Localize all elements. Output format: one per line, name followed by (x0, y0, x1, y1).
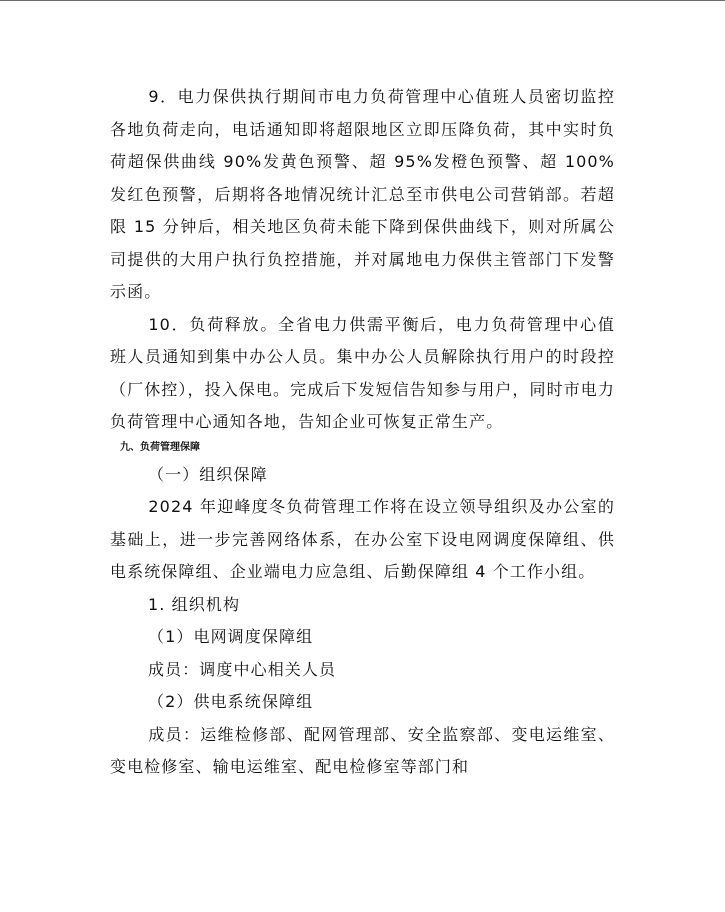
group-2-members: 成员：运维检修部、配网管理部、安全监察部、变电运维室、变电检修室、输电运维室、配电检修室等部门和 (110, 724, 615, 776)
group-1-members: 成员：调度中心相关人员 (148, 659, 337, 679)
paragraph-item-9: 9．电力保供执行期间市电力负荷管理中心值班人员密切监控各地负荷走向，电话通知即将超限地区立即压降负荷，其中实时负荷超保供曲线 90%发黄色预警、超 95%发橙色预警、超 100%发红色预警，后期将各地情况统计汇总至市供电公司营销部。若超限 15 分钟后，相关地区负荷未能下降到保供曲线下，则对所属公司提供的大用户执行负控措施，并对属地电力保供主管部门下发警示函。 (110, 87, 615, 301)
paragraph-item-10: 10．负荷释放。全省电力供需平衡后，电力负荷管理中心值班人员通知到集中办公人员。集中办公人员解除执行用户的时段控（厂休控），投入保电。完成后下发短信告知参与用户，同时市电力负荷管理中心通知各地，告知企业可恢复正常生产。 (110, 314, 616, 431)
document-page (110, 81, 615, 784)
org-structure-heading: 1. 组织机构 (148, 594, 241, 614)
group-1-heading: （1）电网调度保障组 (148, 627, 314, 646)
paragraph-organization: 2024 年迎峰度冬负荷管理工作将在设立领导组织及办公室的基础上，进一步完善网络体系，在办公室下设电网调度保障组、供电系统保障组、企业端电力应急组、后勤保障组 4 个工作小组。 (110, 497, 615, 581)
subsection-1-heading: （一）组织保障 (148, 464, 268, 484)
section-9-heading: 九、负荷管理保障 (120, 441, 200, 453)
group-2-heading: （2）供电系统保障组 (148, 692, 314, 711)
top-border-line (0, 0, 725, 1)
